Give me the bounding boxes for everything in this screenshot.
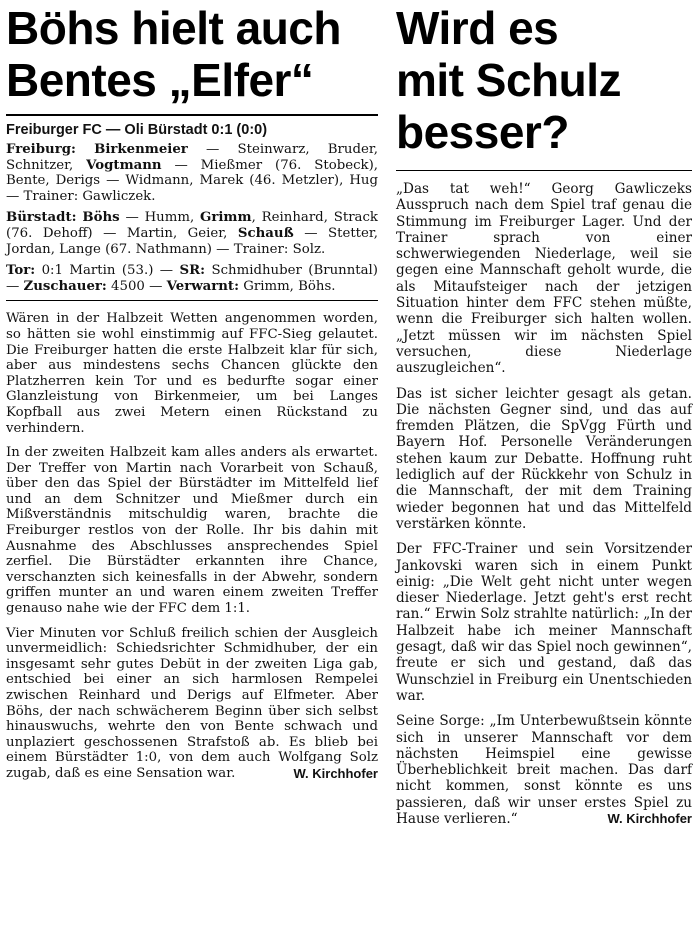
lineup-text: — Stetter, Jordan, Lange (67. Nathmann) — Trainer: Solz. (6, 225, 378, 257)
lineup-text: , Reinhard, Strack (76. Dehoff) — Martin, Geier, (6, 210, 378, 241)
lineup-buerstadt (6, 210, 378, 257)
team-label: Freiburg: (6, 142, 76, 157)
match-info-box (6, 122, 378, 294)
paragraph-text: Vier Minuten vor Schluß freilich schien der Ausgleich unvermeidlich: Schiedsrichter Schmidhuber, der ein insgesamt sehr gutes Debüt in der zweiten Liga gab, entschied bei einer an sich harmlosen Rempelei zwischen Reinhard und Derigs auf Elfmeter. Aber Böhs, der nach schwächerem Beginn über sich selbst hinauswuchs, wehrte den von Bente schwach und unplaziert geschossenen Strafstoß ab. Es blieb bei einem Bürstädter 1:0, von dem auch Wolfgang Solz zugab, daß es eine Sensation war. (6, 625, 378, 781)
team-label: Bürstadt: (6, 210, 77, 226)
left-headline-line: Böhs hielt auch (6, 2, 341, 54)
article-paragraph-last (396, 713, 692, 827)
lineup-text: — Humm, (119, 210, 201, 226)
fact-label: Zuschauer: (23, 278, 107, 294)
article-paragraph: „Das tat weh!“ Georg Gawliczeks Ausspruch nach dem Spiel traf genau die Stimmung im Freiburger Lager. Und der Trainer sprach von einer schwerwiegenden Niederlage, weil sie gegen eine Mannschaft geholt wurde, die als Mitaufsteiger nach der jetzigen Situation hinter dem FFC stehen müßte, wenn die Freiburger sich halten wollen. „Jetzt müssen wir im nächsten Spiel versuchen, diese Niederlage auszugleichen“. (396, 181, 692, 377)
right-headline (396, 2, 692, 158)
author-signature: W. Kirchhofer (607, 810, 692, 826)
author-signature: W. Kirchhofer (293, 765, 378, 781)
right-article-body (396, 181, 692, 827)
fact-value: Grimm, Böhs. (239, 278, 336, 294)
right-article (396, 0, 692, 836)
player-highlight: Vogtmann (86, 157, 162, 173)
paragraph-text: Seine Sorge: „Im Unterbewußtsein könnte sich in unserer Mannschaft vor dem nächsten Heimspiel eine gewisse Überheblichkeit breit machen. Das darf nicht kommen, sonst könnte es uns passieren, daß wir unser erstes Spiel zu Hause verlieren.“ (396, 713, 692, 827)
player-highlight: Schauß (237, 225, 294, 241)
right-headline-line: besser? (396, 106, 569, 158)
lineup-text: — Mießmer (76. Stobeck), Bente, Derigs — Widmann, Marek (46. Metzler), Hug — Trainer: Gawliczek. (6, 157, 378, 204)
right-headline-line: Wird es (396, 2, 559, 54)
fact-label: SR: (179, 263, 206, 279)
match-header: Freiburger FC — Oli Bürstadt 0:1 (0:0) (6, 122, 268, 138)
left-article (6, 0, 378, 791)
left-article-body (6, 311, 378, 781)
fact-value: 4500 — (106, 278, 167, 294)
player-highlight: Böhs (82, 210, 120, 226)
fact-label: Verwarnt: (166, 278, 239, 294)
fact-value: Schmidhuber (Brunntal) — (6, 263, 378, 294)
right-headline-line: mit Schulz (396, 54, 622, 106)
divider (6, 114, 378, 116)
fact-value: 0:1 Martin (53.) — (35, 263, 180, 279)
left-headline-line: Bentes „Elfer“ (6, 54, 314, 106)
lineup-text: — Steinwarz, Bruder, Schnitzer, (6, 142, 378, 173)
article-paragraph: In der zweiten Halbzeit kam alles anders als erwartet. Der Treffer von Martin nach Vorarbeit von Schauß, über den das Spiel der Bürstädter im Mittelfeld lief und an dem Schnitzer und Mießmer durch ein Mißverständnis mitschuldig waren, brachte die Freiburger restlos von der Rolle. Ihr bis dahin mit Ausnahme des Abschlusses ansprechendes Spiel zerfiel. Die Bürstädter erkannten ihre Chance, verschanzten sich keinesfalls in der Abwehr, sondern griffen munter an und waren einem zweiten Treffer genauso nahe wie der FFC dem 1:1. (6, 445, 378, 617)
article-paragraph: Das ist sicher leichter gesagt als getan. Die nächsten Gegner sind, und das auf fremden Plätzen, die SpVgg Fürth und Bayern Hof. Personelle Veränderungen stehen kaum zur Debatte. Hoffnung ruht lediglich auf der Rückkehr von Schulz in die Mannschaft, der mit dem Training wieder begonnen hat und das Mittelfeld verstärken könnte. (396, 385, 692, 532)
player-highlight: Birkenmeier (94, 142, 188, 157)
article-paragraph: Der FFC-Trainer und sein Vorsitzender Jankovski waren sich in einem Punkt einig: „Die Welt geht nicht unter wegen dieser Niederlage. Jetzt geht's erst recht ran.“ Erwin Solz strahlte natürlich: „In der Halbzeit habe ich meiner Mannschaft gesagt, daß wir das Spiel noch gewinnen“, freute er sich und gestand, daß das Wunschziel in Freiburg ein Unentschieden war. (396, 541, 693, 704)
article-paragraph-last (6, 626, 378, 782)
player-highlight: Grimm (200, 210, 252, 226)
divider (6, 300, 378, 301)
article-paragraph: Wären in der Halbzeit Wetten angenommen worden, so hätten sie wohl einstimmig auf FFC-Sieg gelautet. Die Freiburger hatten die erste Halbzeit klar für sich, aber aus mindestens sechs Chancen glückte den Platzherren kein Tor und es bedurfte sogar einer Glanzleistung von Birkenmeier, um bei Langes Kopfball aus zwei Metern einen Rückstand zu verhindern. (6, 311, 378, 436)
fact-label: Tor: (6, 263, 36, 279)
match-facts (6, 263, 378, 294)
left-headline (6, 2, 378, 106)
lineup-freiburg (6, 142, 378, 204)
divider (396, 170, 692, 171)
